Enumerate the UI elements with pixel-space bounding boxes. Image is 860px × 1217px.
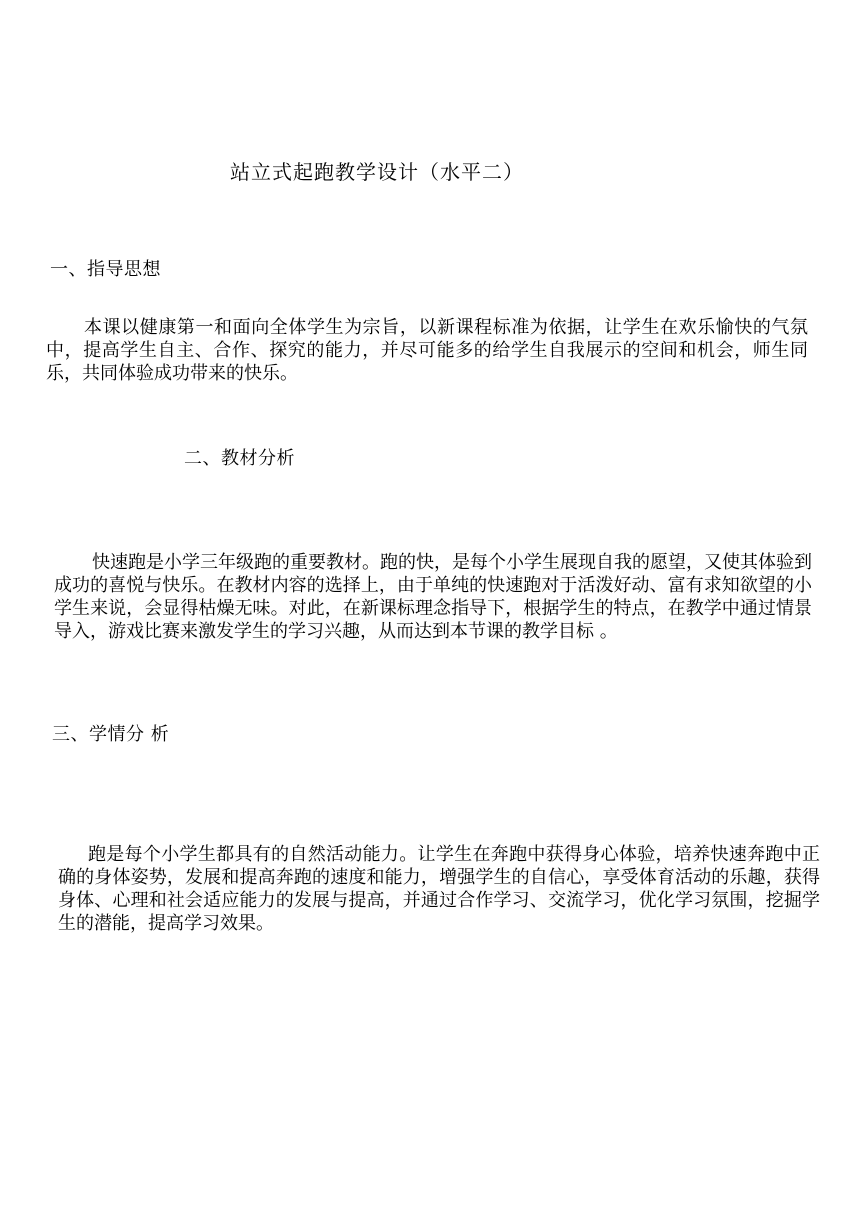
document-title: 站立式起跑教学设计（水平二） xyxy=(230,160,524,184)
section-body-student-analysis: 跑是每个小学生都具有的自然活动能力。让学生在奔跑中获得身心体验，培养快速奔跑中正确的身体姿势，发展和提高奔跑的速度和能力，增强学生的自信心，享受体育活动的乐趣，获得身体、心理和社会适应能力的发展与提高，并通过合作学习、交流学习，优化学习氛围，挖掘学生的潜能，提高学习效果。 xyxy=(58,844,820,934)
section-heading-teaching-material-analysis: 二、教材分析 xyxy=(184,448,295,469)
section-heading-student-analysis: 三、学情分 析 xyxy=(52,724,170,745)
section-body-guiding-ideology: 本课以健康第一和面向全体学生为宗旨，以新课程标准为依据，让学生在欢乐愉快的气氛中，提高学生自主、合作、探究的能力，并尽可能多的给学生自我展示的空间和机会，师生同乐，共同体验成功带来的快乐。 xyxy=(46,317,808,384)
section-heading-guiding-ideology: 一、指导思想 xyxy=(50,259,161,280)
section-body-teaching-material-analysis: 快速跑是小学三年级跑的重要教材。跑的快，是每个小学生展现自我的愿望，又使其体验到成功的喜悦与快乐。在教材内容的选择上，由于单纯的快速跑对于活泼好动、富有求知欲望的小学生来说，会显得枯燥无味。对此，在新课标理念指导下，根据学生的特点，在教学中通过情景导入，游戏比赛来激发学生的学习兴趣，从而达到本节课的教学目标 。 xyxy=(54,552,812,642)
